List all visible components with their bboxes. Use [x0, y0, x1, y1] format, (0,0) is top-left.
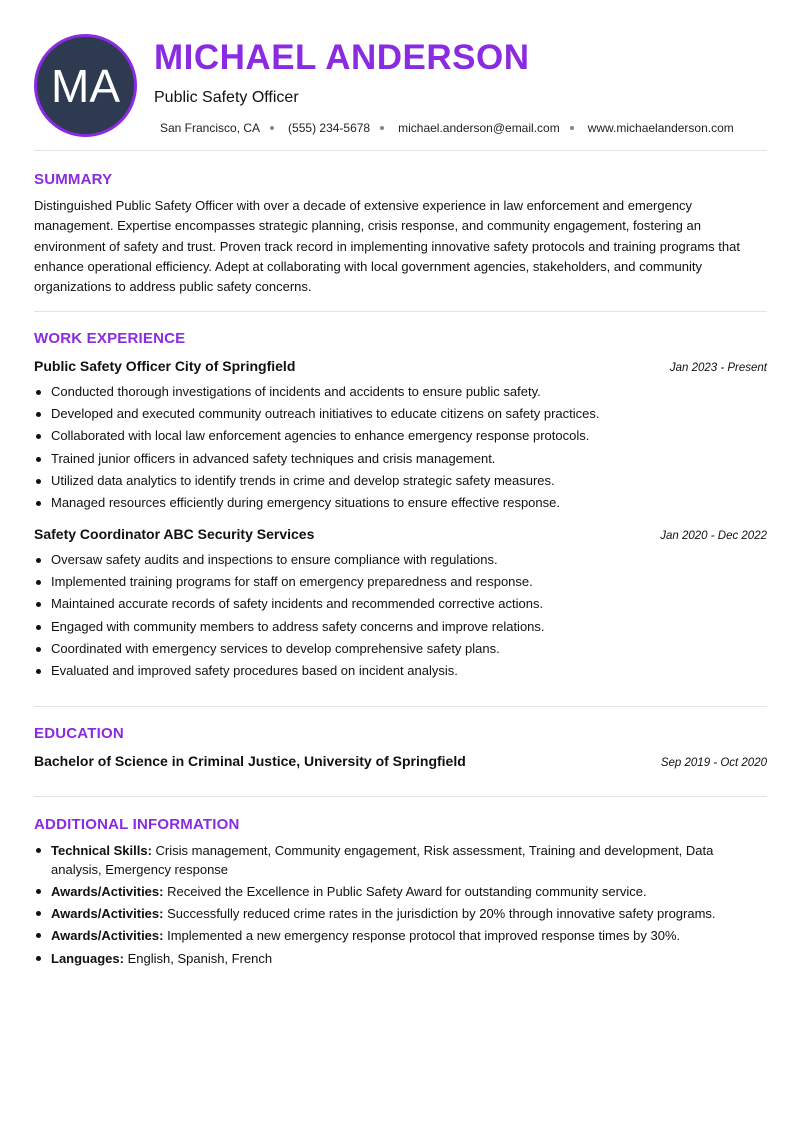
divider	[34, 706, 767, 707]
job-role: Safety Coordinator ABC Security Services	[34, 526, 315, 542]
list-item: Trained junior officers in advanced safety techniques and crisis management.	[34, 448, 767, 470]
job-header	[34, 358, 767, 374]
list-item: Coordinated with emergency services to develop comprehensive safety plans.	[34, 638, 767, 660]
item-text: Successfully reduced crime rates in the jurisdiction by 20% through innovative safety programs.	[167, 906, 716, 921]
education-date: Sep 2019 - Oct 2020	[660, 757, 767, 769]
list-item: Evaluated and improved safety procedures based on incident analysis.	[34, 660, 767, 682]
additional-info-list	[34, 841, 754, 971]
divider	[34, 796, 767, 797]
list-item	[34, 841, 754, 879]
contact-row	[160, 121, 734, 135]
list-item: Implemented training programs for staff on emergency preparedness and response.	[34, 571, 767, 593]
item-label: Awards/Activities:	[51, 884, 164, 899]
item-label: Technical Skills:	[51, 843, 152, 858]
list-item	[34, 882, 754, 901]
divider	[34, 311, 767, 312]
item-text: Crisis management, Community engagement, Risk assessment, Training and development, Data analysis, Emergency response	[51, 843, 714, 877]
divider	[34, 150, 767, 151]
list-item: Oversaw safety audits and inspections to ensure compliance with regulations.	[34, 549, 767, 571]
education-heading: EDUCATION	[34, 725, 124, 742]
summary-text: Distinguished Public Safety Officer with over a decade of extensive experience in law enforcement and emergency management. Expertise encompasses strategic planning, crisis response, and community engagement, fostering an environment of safety and trust. Proven track record in implementing innovative safety protocols and training programs that enhance operational efficiency. Adept at collaborating with local government agencies, stakeholders, and community organizations to address public safety concerns.	[34, 198, 740, 295]
job-date: Jan 2020 - Dec 2022	[660, 530, 767, 542]
candidate-name: MICHAEL ANDERSON	[154, 38, 530, 77]
work-experience-heading: WORK EXPERIENCE	[34, 330, 186, 347]
education-degree: Bachelor of Science in Criminal Justice, University of Springfield	[34, 753, 466, 769]
list-item: Conducted thorough investigations of incidents and accidents to ensure public safety.	[34, 381, 767, 403]
contact-website[interactable]: www.michaelanderson.com	[587, 121, 734, 135]
list-item: Developed and executed community outreach initiatives to educate citizens on safety practices.	[34, 403, 767, 425]
job-date: Jan 2023 - Present	[669, 362, 767, 374]
list-item	[34, 949, 754, 968]
summary-heading: SUMMARY	[34, 171, 113, 188]
contact-phone: (555) 234-5678	[288, 121, 371, 135]
job-bullets	[34, 549, 767, 682]
list-item: Utilized data analytics to identify trends in crime and develop strategic safety measures.	[34, 470, 767, 492]
item-label: Awards/Activities:	[51, 906, 164, 921]
job-bullets	[34, 381, 767, 514]
candidate-title: Public Safety Officer	[154, 89, 299, 106]
job-header	[34, 526, 767, 542]
separator-dot	[270, 126, 274, 130]
contact-location: San Francisco, CA	[160, 121, 261, 135]
job-role: Public Safety Officer City of Springfield	[34, 358, 296, 374]
avatar	[34, 34, 137, 137]
item-text: Received the Excellence in Public Safety Award for outstanding community service.	[167, 884, 647, 899]
additional-info-heading: ADDITIONAL INFORMATION	[34, 816, 240, 833]
list-item	[34, 926, 754, 945]
item-label: Awards/Activities:	[51, 928, 164, 943]
avatar-initials: MA	[51, 59, 120, 112]
list-item	[34, 904, 754, 923]
list-item: Managed resources efficiently during emergency situations to ensure effective response.	[34, 492, 767, 514]
separator-dot	[570, 126, 574, 130]
list-item: Collaborated with local law enforcement agencies to enhance emergency response protocols.	[34, 425, 767, 447]
list-item: Maintained accurate records of safety incidents and recommended corrective actions.	[34, 593, 767, 615]
item-label: Languages:	[51, 951, 124, 966]
list-item: Engaged with community members to address safety concerns and improve relations.	[34, 616, 767, 638]
item-text: Implemented a new emergency response protocol that improved response times by 30%.	[167, 928, 681, 943]
education-header	[34, 753, 767, 769]
contact-email[interactable]: michael.anderson@email.com	[398, 121, 560, 135]
item-text: English, Spanish, French	[127, 951, 273, 966]
separator-dot	[380, 126, 384, 130]
